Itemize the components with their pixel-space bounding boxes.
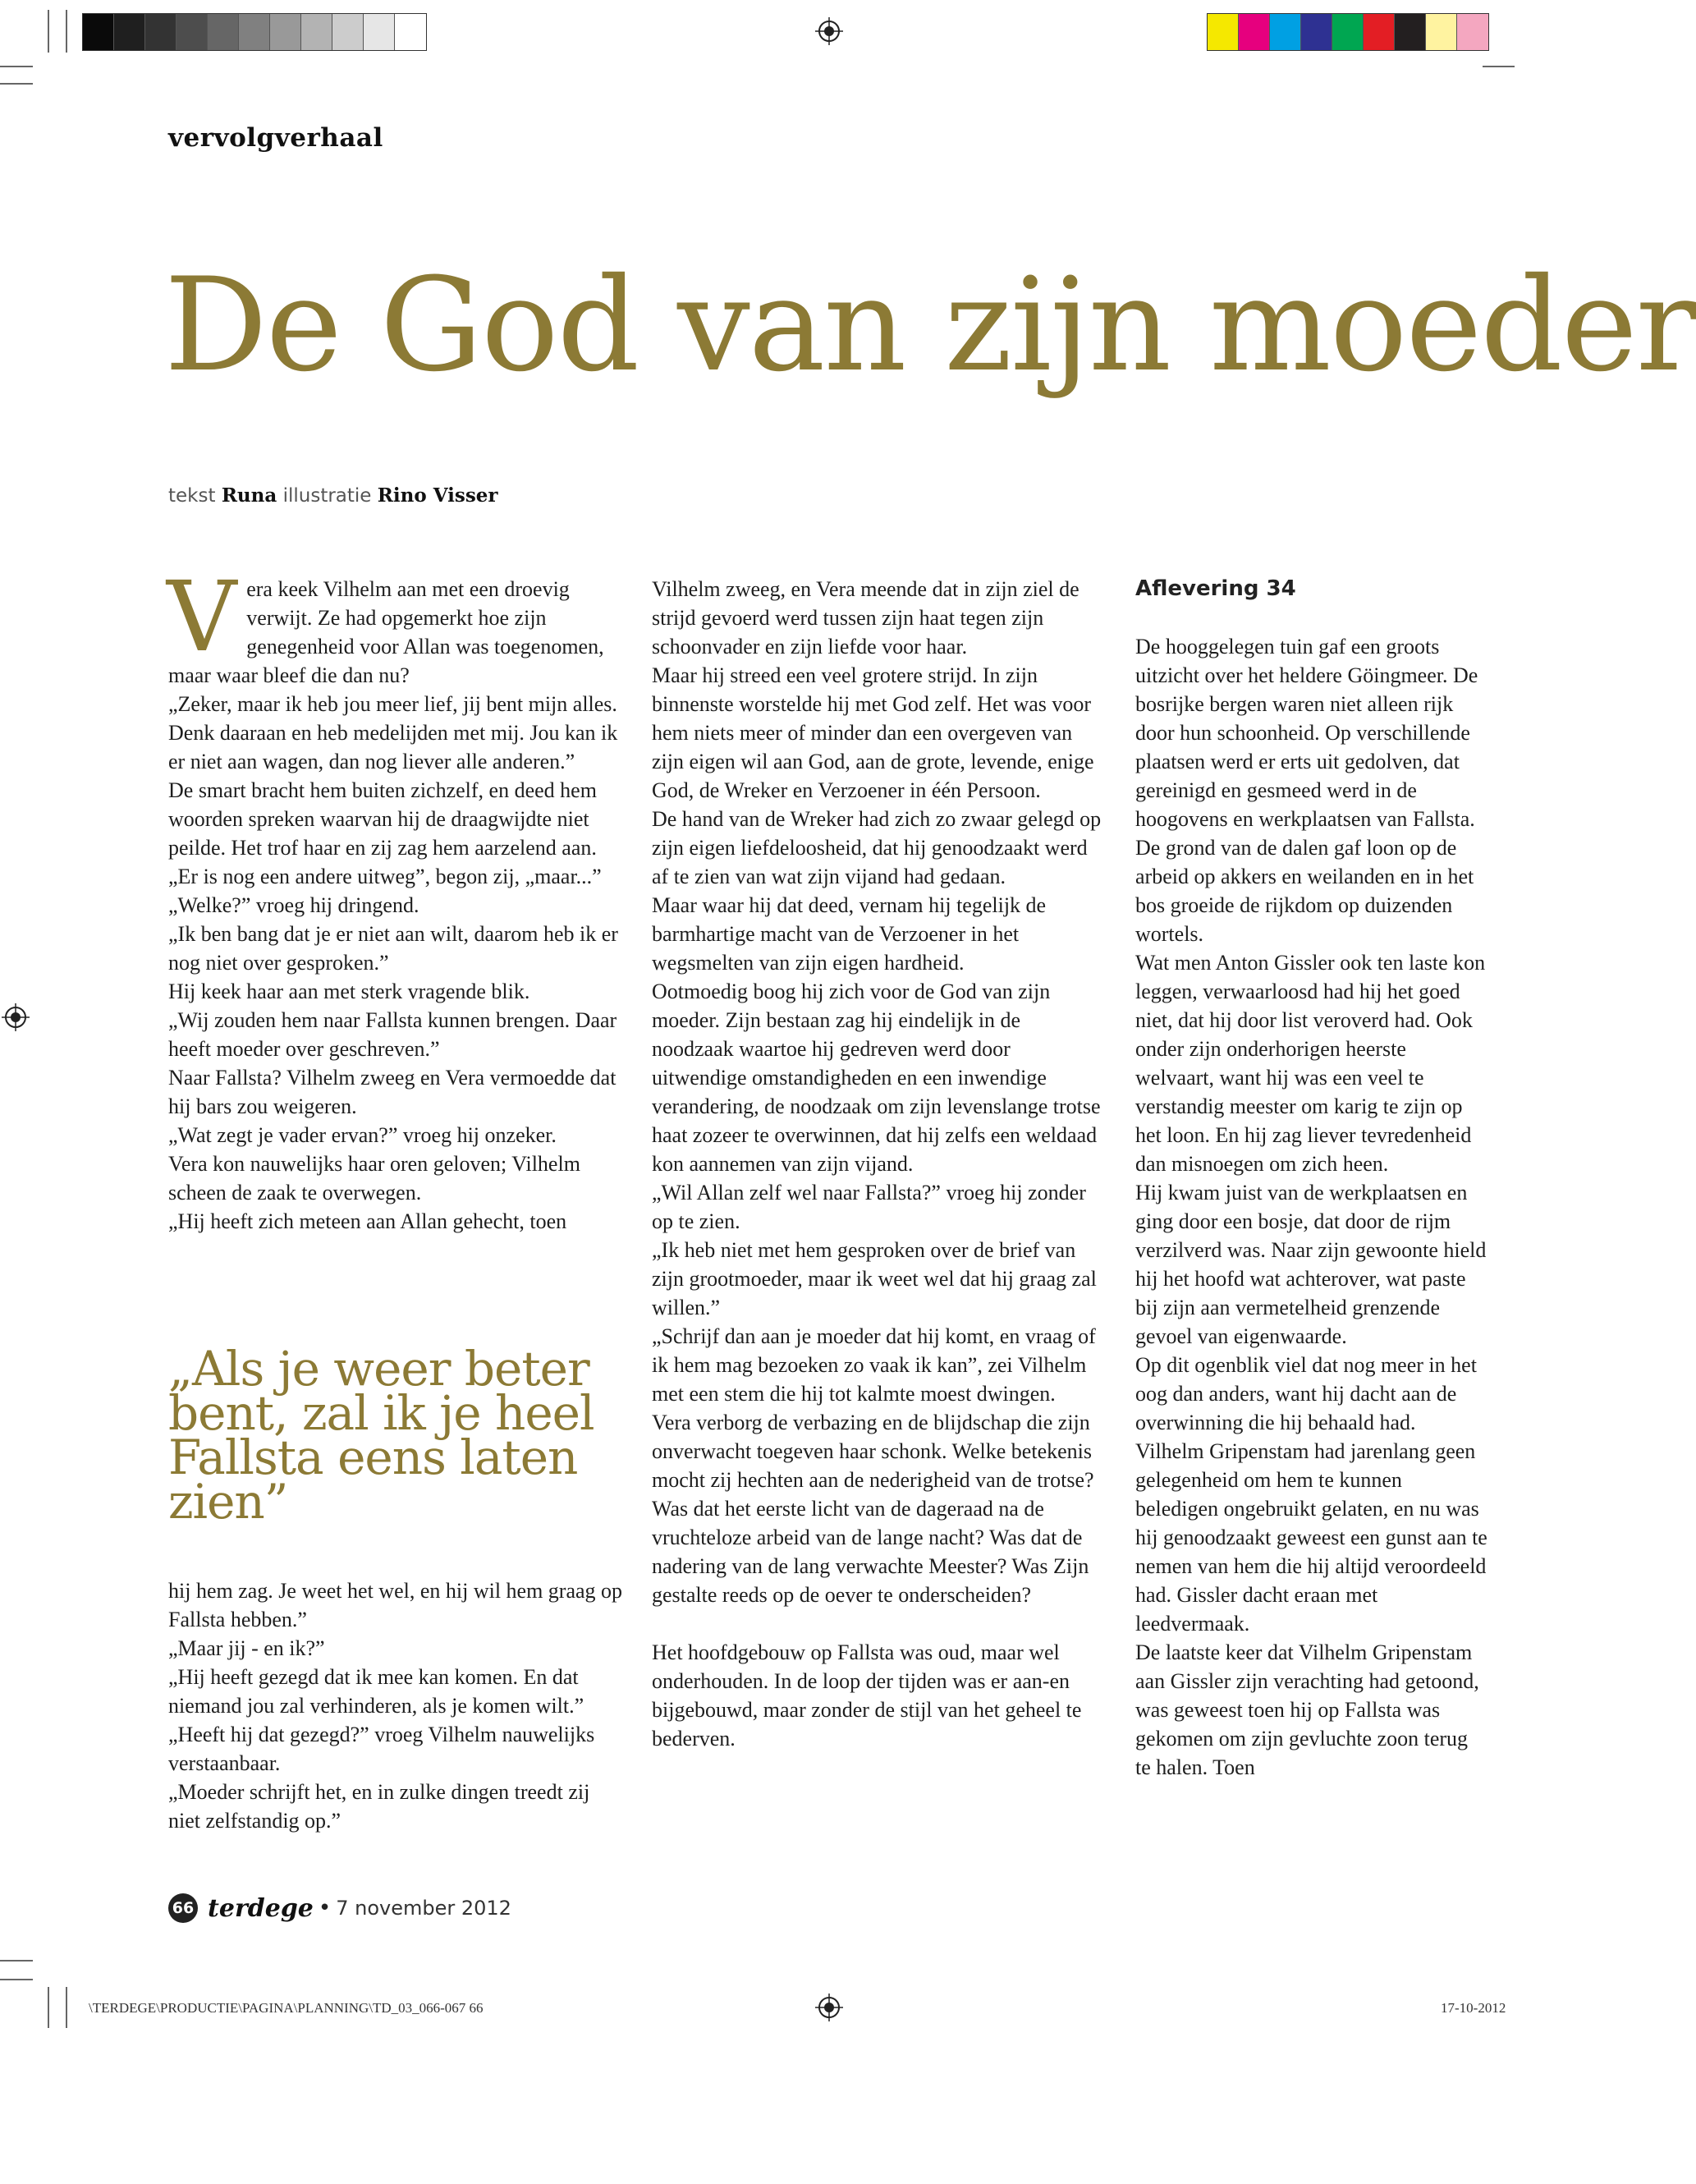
column-3 bbox=[1135, 575, 1488, 1782]
registration-mark-top bbox=[815, 17, 843, 45]
paragraph: „Er is nog een andere uitweg”, begon zij, „maar...” bbox=[168, 865, 602, 888]
color-swatch bbox=[1332, 14, 1364, 50]
byline-illustration-label: illustratie bbox=[282, 485, 372, 507]
page-footer bbox=[168, 1893, 511, 1923]
section-label: vervolgverhaal bbox=[168, 123, 383, 153]
section-break bbox=[652, 1609, 1107, 1638]
gray-swatch bbox=[239, 14, 270, 50]
color-swatch bbox=[1301, 14, 1332, 50]
gray-swatch bbox=[395, 14, 426, 50]
color-swatch bbox=[1208, 14, 1239, 50]
gray-swatch bbox=[83, 14, 114, 50]
production-slug-path: \TERDEGE\PRODUCTIE\PAGINA\PLANNING\TD_03_066-067 66 bbox=[89, 2000, 484, 2016]
crop-mark bbox=[66, 10, 67, 53]
gray-swatch bbox=[114, 14, 145, 50]
paragraph: „Moeder schrijft het, en in zulke dingen treedt zij niet zelfstandig op.” bbox=[168, 1780, 590, 1833]
footer-bullet: • bbox=[318, 1896, 332, 1920]
article-title: De God van zijn moeder bbox=[164, 250, 1696, 401]
byline-text-label: tekst bbox=[168, 485, 216, 507]
registration-mark-left bbox=[2, 1003, 30, 1031]
crop-mark bbox=[0, 66, 33, 67]
color-swatch bbox=[1395, 14, 1426, 50]
pull-quote: „Als je weer beter bent, zal ik je heel Fallsta eens laten zien” bbox=[168, 1341, 594, 1530]
column-1-bottom bbox=[168, 1576, 624, 1835]
paragraph-text: era keek Vilhelm aan met een droevig verwijt. Ze had opgemerkt hoe zijn genegenheid voor Allan was toegenomen, maar waar bleef die dan nu? bbox=[168, 577, 604, 687]
issue-date: 7 november 2012 bbox=[336, 1897, 511, 1920]
crop-mark bbox=[66, 1987, 67, 2028]
byline-author: Runa bbox=[221, 484, 277, 507]
paragraph: De hand van de Wreker had zich zo zwaar gelegd op zijn eigen liefdeloosheid, dat hij genoodzaakt werd af te zien van wat zijn vijand had gedaan. bbox=[652, 807, 1102, 888]
paragraph: Het hoofdgebouw op Fallsta was oud, maar wel onderhouden. In de loop der tijden was er aan-en bijgebouwd, maar zonder de stijl van het geheel te bederven. bbox=[652, 1640, 1082, 1750]
gray-swatch bbox=[332, 14, 364, 50]
paragraph: „Schrijf dan aan je moeder dat hij komt, en vraag of ik hem mag bezoeken zo vaak ik kan”, zei Vilhelm met een stem die hij tot kalmte moest dwingen. bbox=[652, 1324, 1096, 1406]
crop-mark bbox=[1483, 66, 1515, 67]
paragraph: Vera kon nauwelijks haar oren geloven; Vilhelm scheen de zaak te overwegen. bbox=[168, 1152, 580, 1204]
paragraph: Wat men Anton Gissler ook ten laste kon leggen, verwaarloosd had hij het goed niet, dat hij door list veroverd had. Ook onder zijn onderhorigen heerste welvaart, want hij was een veel te verstandig meester om karig te zijn op het loon. En hij zag liever tevredenheid dan misnoegen om zich heen. bbox=[1135, 951, 1486, 1176]
episode-label: Aflevering 34 bbox=[1135, 576, 1296, 601]
byline-illustrator: Rino Visser bbox=[377, 484, 498, 507]
crop-mark bbox=[0, 83, 33, 85]
production-slug-date: 17-10-2012 bbox=[1441, 2000, 1506, 2016]
crop-mark bbox=[0, 1979, 33, 1980]
color-swatch bbox=[1457, 14, 1488, 50]
column-1-top bbox=[167, 560, 624, 1236]
gray-swatch bbox=[208, 14, 239, 50]
color-swatch bbox=[1364, 14, 1395, 50]
paragraph: „Ik ben bang dat je er niet aan wilt, daarom heb ik er nog niet over gesproken.” bbox=[168, 922, 618, 975]
grayscale-color-bar bbox=[82, 13, 427, 51]
color-swatch bbox=[1270, 14, 1301, 50]
paragraph: „Wil Allan zelf wel naar Fallsta?” vroeg hij zonder op te zien. bbox=[652, 1181, 1086, 1233]
page-number: 66 bbox=[168, 1893, 198, 1923]
registration-mark-bottom bbox=[815, 1994, 843, 2021]
paragraph: De laatste keer dat Vilhelm Gripenstam aan Gissler zijn verachting had getoond, was geweest toen hij op Fallsta was gekomen om zijn gevluchte zoon terug te halen. Toen bbox=[1135, 1640, 1479, 1779]
paragraph: Maar waar hij dat deed, vernam hij tegelijk de barmhartige macht van de Verzoener in het wegsmelten van zijn eigen hardheid. bbox=[652, 893, 1047, 975]
gray-swatch bbox=[364, 14, 395, 50]
crop-mark bbox=[0, 1960, 33, 1961]
paragraph: „Hij heeft zich meteen aan Allan gehecht, toen bbox=[168, 1209, 567, 1233]
paragraph: „Wat zegt je vader ervan?” vroeg hij onzeker. bbox=[168, 1123, 557, 1147]
process-color-bar bbox=[1207, 13, 1489, 51]
color-swatch bbox=[1426, 14, 1457, 50]
column-2 bbox=[652, 575, 1107, 1753]
paragraph: Naar Fallsta? Vilhelm zweeg en Vera vermoedde dat hij bars zou weigeren. bbox=[168, 1066, 617, 1118]
paragraph: „Hij heeft gezegd dat ik mee kan komen. En dat niemand jou zal verhinderen, als je komen wilt.” bbox=[168, 1665, 584, 1718]
paragraph: Maar hij streed een veel grotere strijd. In zijn binnenste worstelde hij met God zelf. Het was voor hem niets meer of minder dan een overgeven van zijn eigen wil aan God, aan de grote, levende, enige God, de Wreker en Verzoener in één Persoon. bbox=[652, 663, 1094, 802]
paragraph: Vilhelm zweeg, en Vera meende dat in zijn ziel de strijd gevoerd werd tussen zijn haat tegen zijn schoonvader en zijn liefde voor haar. bbox=[652, 577, 1079, 658]
paragraph: Hij keek haar aan met sterk vragende blik. bbox=[168, 980, 530, 1003]
paragraph: „Maar jij - en ik?” bbox=[168, 1636, 325, 1660]
byline bbox=[168, 484, 498, 507]
crop-mark bbox=[48, 10, 49, 53]
paragraph: „Welke?” vroeg hij dringend. bbox=[168, 893, 419, 917]
gray-swatch bbox=[145, 14, 176, 50]
paragraph: De smart bracht hem buiten zichzelf, en deed hem woorden spreken waarvan hij de draagwijdte niet peilde. Het trof haar en zij zag hem aarzelend aan. bbox=[168, 778, 597, 860]
drop-cap: V bbox=[167, 560, 237, 673]
gray-swatch bbox=[176, 14, 208, 50]
paragraph: De hooggelegen tuin gaf een groots uitzicht over het heldere Göingmeer. De bosrijke bergen waren niet alleen rijk door hun schoonheid. Op verschillende plaatsen werd er erts uit gedolven, dat gereinigd en gesmeed werd in de hoogovens en werkplaatsen van Fallsta. De grond van de dalen gaf loon op de arbeid op akkers en weilanden en in het bos groeide de rijkdom op duizenden wortels. bbox=[1135, 635, 1478, 946]
paragraph: Ootmoedig boog hij zich voor de God van zijn moeder. Zijn bestaan zag hij eindelijk in de noodzaak waartoe hij gedreven werd door uitwendige omstandigheden en een inwendige verandering, de noodzaak om zijn levenslange trotse haat zozeer te overwinnen, dat hij zelfs een weldaad kon aannemen van zijn vijand. bbox=[652, 980, 1101, 1176]
paragraph bbox=[167, 560, 624, 690]
gray-swatch bbox=[301, 14, 332, 50]
magazine-name: terdege bbox=[208, 1893, 314, 1923]
paragraph: „Heeft hij dat gezegd?” vroeg Vilhelm nauwelijks verstaanbaar. bbox=[168, 1723, 595, 1775]
paragraph: hij hem zag. Je weet het wel, en hij wil hem graag op Fallsta hebben.” bbox=[168, 1579, 623, 1631]
paragraph: Vera verborg de verbazing en de blijdschap die zijn onverwacht toegeven haar schonk. Welke betekenis mocht zij hechten aan de nederigheid van de trotse? Was dat het eerste licht van de dageraad na de vruchteloze arbeid van de lange nacht? Was dat de nadering van de lang verwachte Meester? Was Zijn gestalte reeds op de oever te onderscheiden? bbox=[652, 1411, 1094, 1607]
crop-mark bbox=[48, 1987, 49, 2028]
paragraph: Op dit ogenblik viel dat nog meer in het oog dan anders, want hij dacht aan de overwinning die hij behaald had. Vilhelm Gripenstam had jarenlang geen gelegenheid om hem te kunnen beledigen ongebruikt gelaten, en nu was hij genoodzaakt geweest een gunst aan te nemen van hem die hij altijd veroordeeld had. Gissler dacht eraan met leedvermaak. bbox=[1135, 1353, 1487, 1636]
paragraph: „Wij zouden hem naar Fallsta kunnen brengen. Daar heeft moeder over geschreven.” bbox=[168, 1008, 617, 1061]
paragraph: „Zeker, maar ik heb jou meer lief, jij bent mijn alles. Denk daaraan en heb medelijden met mij. Jou kan ik er niet aan wagen, dan nog liever alle anderen.” bbox=[168, 692, 618, 773]
color-swatch bbox=[1239, 14, 1270, 50]
paragraph: Hij kwam juist van de werkplaatsen en ging door een bosje, dat door de rijm verzilverd was. Naar zijn gewoonte hield hij het hoofd wat achterover, wat paste bij zijn aan vermetelheid grenzende gevoel van eigenwaarde. bbox=[1135, 1181, 1487, 1348]
paragraph: „Ik heb niet met hem gesproken over de brief van zijn grootmoeder, maar ik weet wel dat hij graag zal willen.” bbox=[652, 1238, 1097, 1319]
gray-swatch bbox=[270, 14, 301, 50]
